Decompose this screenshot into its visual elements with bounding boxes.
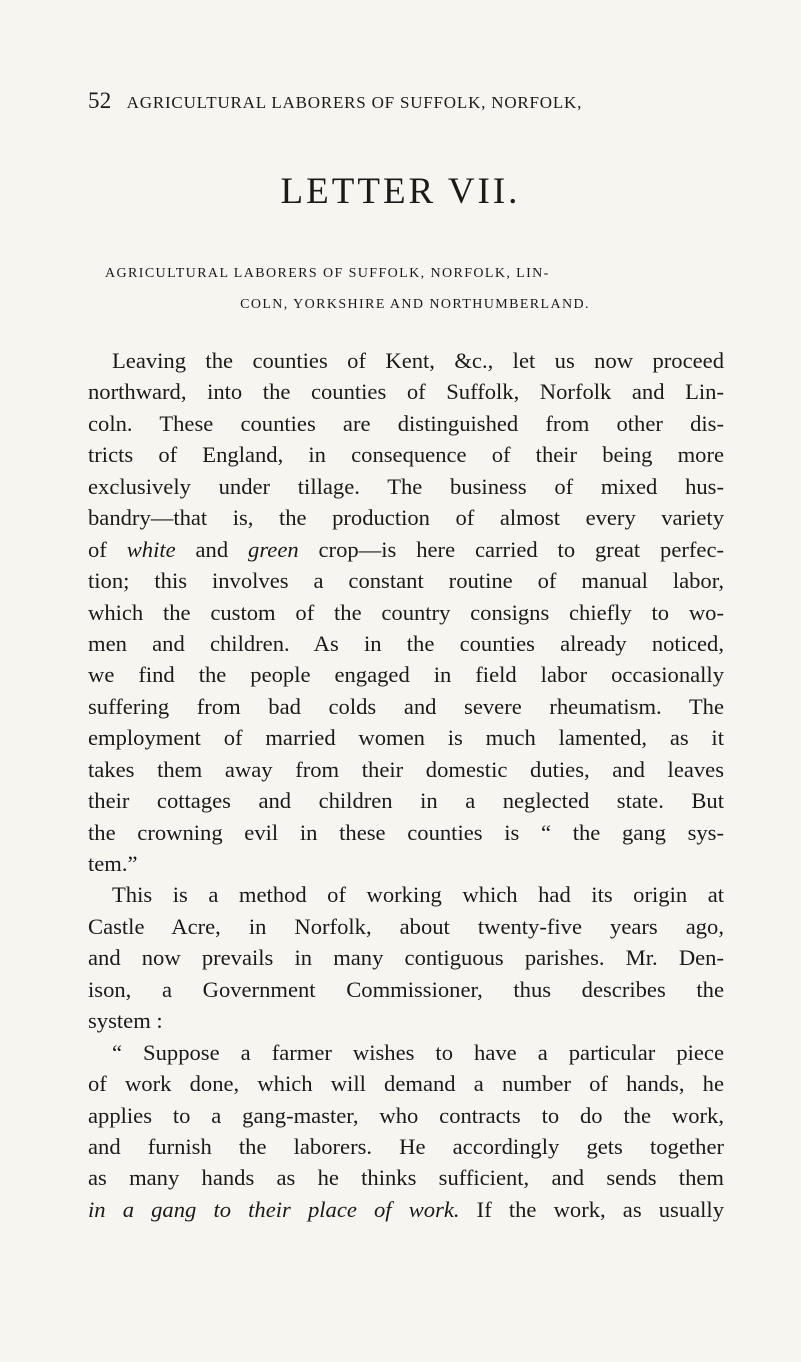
- text-fragment: of: [88, 536, 127, 562]
- text-line: Castle Acre, in Norfolk, about twenty-five years ago,: [88, 913, 724, 939]
- text-line: applies to a gang-master, who contracts to do the work,: [88, 1102, 724, 1128]
- text-line: exclusively under tillage. The business of mixed hus-: [88, 473, 724, 499]
- text-line: we find the people engaged in field labor occasionally: [88, 662, 724, 688]
- text-fragment: crop—is here carried to great perfec-: [298, 536, 724, 562]
- text-line: their cottages and children in a neglected state. But: [88, 788, 724, 814]
- text-line: [88, 534, 724, 565]
- chapter-subhead: [105, 258, 725, 320]
- text-line: which the custom of the country consigns chiefly to wo-: [88, 599, 724, 625]
- italic-word: white: [126, 536, 176, 562]
- text-line: “ Suppose a farmer wishes to have a particular piece: [112, 1039, 724, 1065]
- text-line: [88, 1194, 724, 1225]
- body-text: [88, 345, 724, 1225]
- chapter-title: LETTER VII.: [280, 171, 521, 212]
- text-line: as many hands as he thinks sufficient, and sends them: [88, 1165, 724, 1191]
- text-line: ison, a Government Commissioner, thus describes the: [88, 976, 724, 1002]
- text-line: coln. These counties are distinguished from other dis-: [88, 410, 724, 436]
- text-line: bandry—that is, the production of almost every variety: [88, 505, 724, 531]
- text-line: of work done, which will demand a number of hands, he: [88, 1071, 724, 1097]
- text-line: tricts of England, in consequence of their being more: [88, 442, 724, 468]
- text-line: Leaving the counties of Kent, &c., let us now proceed: [112, 348, 724, 373]
- text-line: men and children. As in the counties already noticed,: [88, 630, 724, 656]
- text-line: and furnish the laborers. He accordingly gets together: [88, 1133, 724, 1159]
- text-fragment: If the work, as usually: [459, 1196, 725, 1222]
- text-line: This is a method of working which had its origin at: [112, 882, 724, 908]
- text-line: takes them away from their domestic duties, and leaves: [88, 756, 724, 782]
- page-number: 52: [88, 88, 112, 113]
- text-line: suffering from bad colds and severe rheumatism. The: [88, 693, 724, 719]
- running-head: [88, 88, 728, 114]
- running-head-title: AGRICULTURAL LABORERS OF SUFFOLK, NORFOLK,: [126, 93, 583, 112]
- text-line: employment of married women is much lamented, as it: [88, 725, 724, 751]
- text-fragment: and: [175, 536, 249, 562]
- text-line: system :: [88, 1008, 163, 1034]
- italic-phrase: in a gang to their place of work.: [88, 1196, 460, 1222]
- text-line: tem.”: [88, 851, 138, 876]
- text-line: tion; this involves a constant routine of manual labor,: [88, 568, 724, 594]
- text-line: the crowning evil in these counties is “ the gang sys-: [88, 819, 724, 845]
- text-line: northward, into the counties of Suffolk, Norfolk and Lin-: [88, 379, 724, 405]
- subhead-line: AGRICULTURAL LABORERS OF SUFFOLK, NORFOLK, LIN-: [105, 266, 550, 281]
- text-line: and now prevails in many contiguous parishes. Mr. Den-: [88, 945, 724, 971]
- subhead-line: COLN, YORKSHIRE AND NORTHUMBERLAND.: [240, 297, 590, 312]
- italic-word: green: [248, 536, 299, 562]
